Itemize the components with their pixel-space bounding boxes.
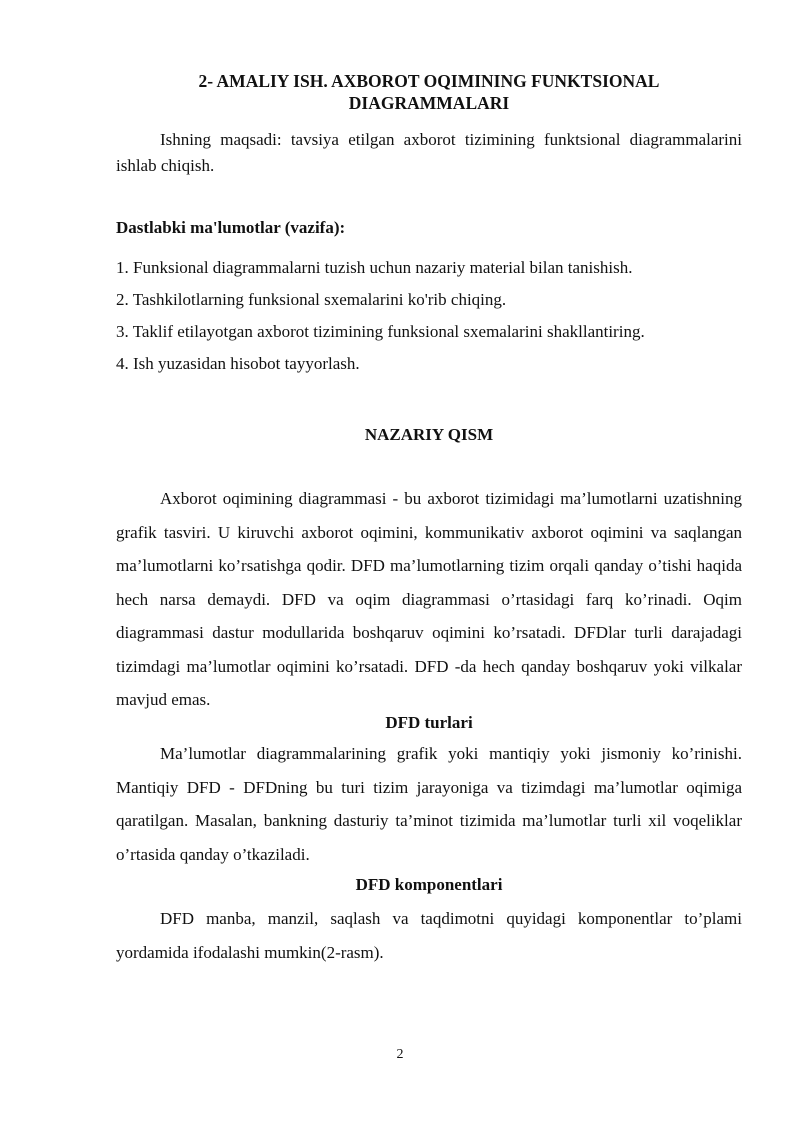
task-item-2: 2. Tashkilotlarning funksional sxemalarini ko'rib chiqing. — [116, 290, 507, 309]
title-line-1: 2- AMALIY ISH. AXBOROT OQIMINING FUNKTSIONAL — [198, 71, 660, 91]
dfd-components-heading: DFD komponentlari — [355, 875, 503, 894]
theory-heading: NAZARIY QISM — [364, 425, 494, 444]
task-item-1: 1. Funksional diagrammalarni tuzish uchun nazariy material bilan tanishish. — [116, 258, 633, 277]
page-number: 2 — [396, 1047, 404, 1062]
document-title — [116, 70, 742, 114]
task-list — [116, 252, 742, 380]
dfd-components-paragraph: DFD manba, manzil, saqlash va taqdimotni quyidagi komponentlar to’plami yordamida ifodalashi mumkin(2-rasm). — [116, 909, 742, 962]
task-item-4: 4. Ish yuzasidan hisobot tayyorlash. — [116, 354, 360, 373]
dfd-types-heading: DFD turlari — [385, 713, 473, 732]
theory-paragraph-1: Axborot oqimining diagrammasi - bu axborot tizimidagi ma’lumotlarni uzatishning grafik tasviri. U kiruvchi axborot oqimini, kommunikativ axborot oqimini va saqlangan ma’lumotlarni ko’rsatishga qodir. DFD ma’lumotlarning tizim orqali qanday o’tishi haqida hech narsa demaydi. DFD va oqim diagrammasi o’rtasidagi farq ko’rinadi. Oqim diagrammasi dastur modullarida boshqaruv oqimini ko’rsatadi. DFDlar turli darajadagi tizimdagi ma’lumotlar oqimini ko’rsatadi. DFD -da hech qanday boshqaruv yoki vilkalar mavjud emas. — [116, 489, 742, 709]
task-item-3: 3. Taklif etilayotgan axborot tizimining funksional sxemalarini shakllantiring. — [116, 322, 645, 341]
goal-paragraph: Ishning maqsadi: tavsiya etilgan axborot tizimining funktsional diagrammalarini ishlab chiqish. — [116, 130, 742, 175]
dfd-types-paragraph: Ma’lumotlar diagrammalarining grafik yoki mantiqiy yoki jismoniy ko’rinishi. Mantiqiy DFD - DFDning bu turi tizim jarayoniga va tizimdagi ma’lumotlar oqimiga qaratilgan. Masalan, bankning dasturiy ta’minot tizimida ma’lumotlar turli xil voqeliklar o’rtasida qanday o’tkaziladi. — [116, 744, 742, 864]
tasks-heading: Dastlabki ma'lumotlar (vazifa): — [116, 218, 346, 237]
title-line-2: DIAGRAMMALARI — [348, 93, 510, 113]
